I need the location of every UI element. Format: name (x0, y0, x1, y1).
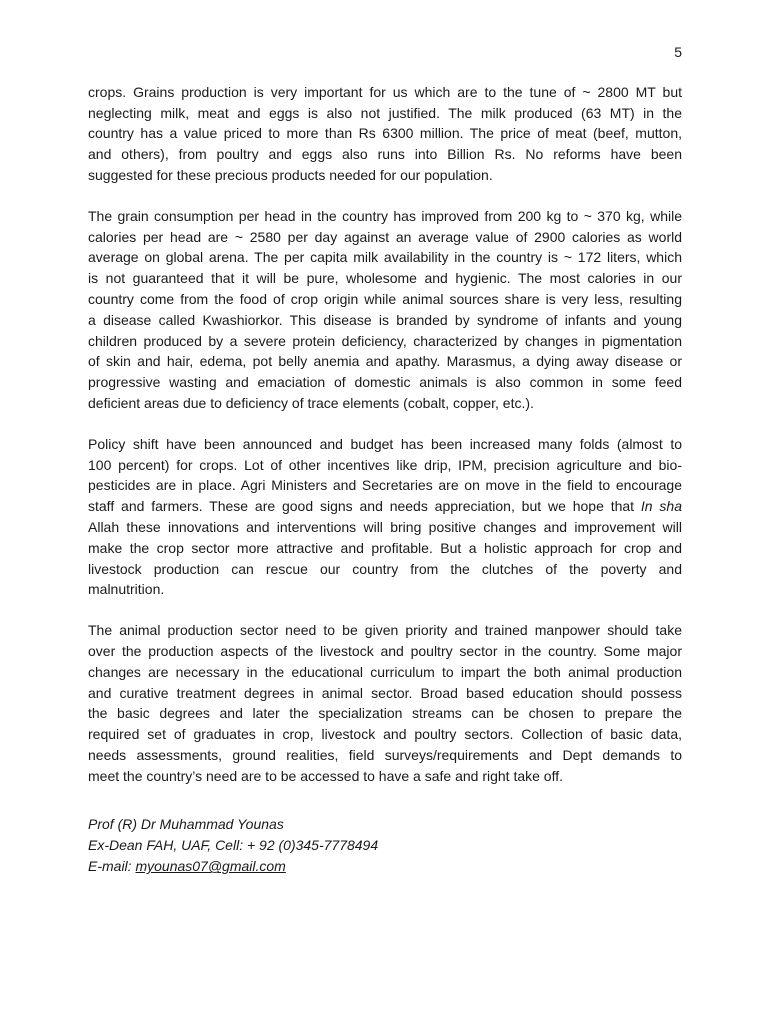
text-line: required set of graduates in crop, livestock and poultry sectors. Collection of basic data, (88, 726, 682, 743)
text-line: of skin and hair, edema, pot belly anemia and apathy. Marasmus, a dying away disease or (88, 353, 682, 370)
text-line: is not guaranteed that it will be pure, wholesome and hygienic. The most calories in our (88, 270, 682, 287)
email-link[interactable]: myounas07@gmail.com (135, 858, 286, 875)
signature-name: Prof (R) Dr Muhammad Younas (88, 815, 284, 832)
text-line: livestock production can rescue our country from the clutches of the poverty and (88, 560, 682, 577)
text-line: a disease called Kwashiorkor. This disease is branded by syndrome of infants and young (88, 311, 682, 328)
text-line: suggested for these precious products needed for our population. (88, 166, 493, 183)
paragraph-3 (88, 434, 682, 600)
paragraph-4 (88, 620, 682, 786)
text-line: The grain consumption per head in the country has improved from 200 kg to ~ 370 kg, while (88, 207, 682, 224)
text-line: country has a value priced to more than Rs 6300 million. The price of meat (beef, mutton, (88, 125, 682, 142)
text-line: over the production aspects of the livestock and poultry sector in the country. Some major (88, 642, 682, 659)
email-label: E-mail: (88, 858, 136, 875)
text-line: 100 percent) for crops. Lot of other incentives like drip, IPM, precision agriculture and bio- (88, 456, 682, 473)
paragraph-1 (88, 82, 682, 186)
text-run: staff and farmers. These are good signs and needs appreciation, but we hope that (88, 498, 641, 515)
text-line: meet the country’s need are to be accessed to have a safe and right take off. (88, 767, 564, 784)
text-line: neglecting milk, meat and eggs is also not justified. The milk produced (63 MT) in the (88, 104, 682, 121)
text-line: progressive wasting and emaciation of domestic animals is also common in some feed (88, 374, 682, 391)
text-line: crops. Grains production is very important for us which are to the tune of ~ 2800 MT but (88, 83, 682, 100)
text-line: Allah these innovations and interventions will bring positive changes and improvement will (88, 518, 682, 535)
text-line: deficient areas due to deficiency of trace elements (cobalt, copper, etc.). (88, 394, 534, 411)
text-line: children produced by a severe protein deficiency, characterized by changes in pigmentation (88, 332, 682, 349)
text-line: average on global arena. The per capita milk availability in the country is ~ 172 liters, which (88, 249, 682, 266)
text-line: country come from the food of crop origin while animal sources share is very less, resulting (88, 290, 682, 307)
text-line: The animal production sector need to be given priority and trained manpower should take (88, 622, 682, 639)
text-line: the basic degrees and later the specialization streams can be chosen to prepare the (88, 705, 682, 722)
text-line: and curative treatment degrees in animal sector. Broad based education should possess (88, 684, 682, 701)
page-number: 5 (674, 44, 682, 60)
signature-contact: Ex-Dean FAH, UAF, Cell: + 92 (0)345-7778494 (88, 836, 379, 853)
text-line: and others), from poultry and eggs also runs into Billion Rs. No reforms have been (88, 146, 682, 163)
text-line (88, 496, 682, 517)
text-line: malnutrition. (88, 581, 165, 598)
text-line: calories per head are ~ 2580 per day against an average value of 2900 calories as world (88, 228, 682, 245)
paragraph-2 (88, 206, 682, 414)
text-line: needs assessments, ground realities, field surveys/requirements and Dept demands to (88, 746, 682, 763)
signature-block (88, 814, 682, 878)
text-line: pesticides are in place. Agri Ministers and Secretaries are on move in the field to encourage (88, 477, 682, 494)
text-line: changes are necessary in the educational curriculum to impart the both animal production (88, 663, 682, 680)
italic-phrase: In sha (640, 498, 682, 515)
text-line: Policy shift have been announced and budget has been increased many folds (almost to (88, 435, 682, 452)
text-line: make the crop sector more attractive and profitable. But a holistic approach for crop and (88, 539, 682, 556)
signature-email-line (88, 856, 682, 877)
